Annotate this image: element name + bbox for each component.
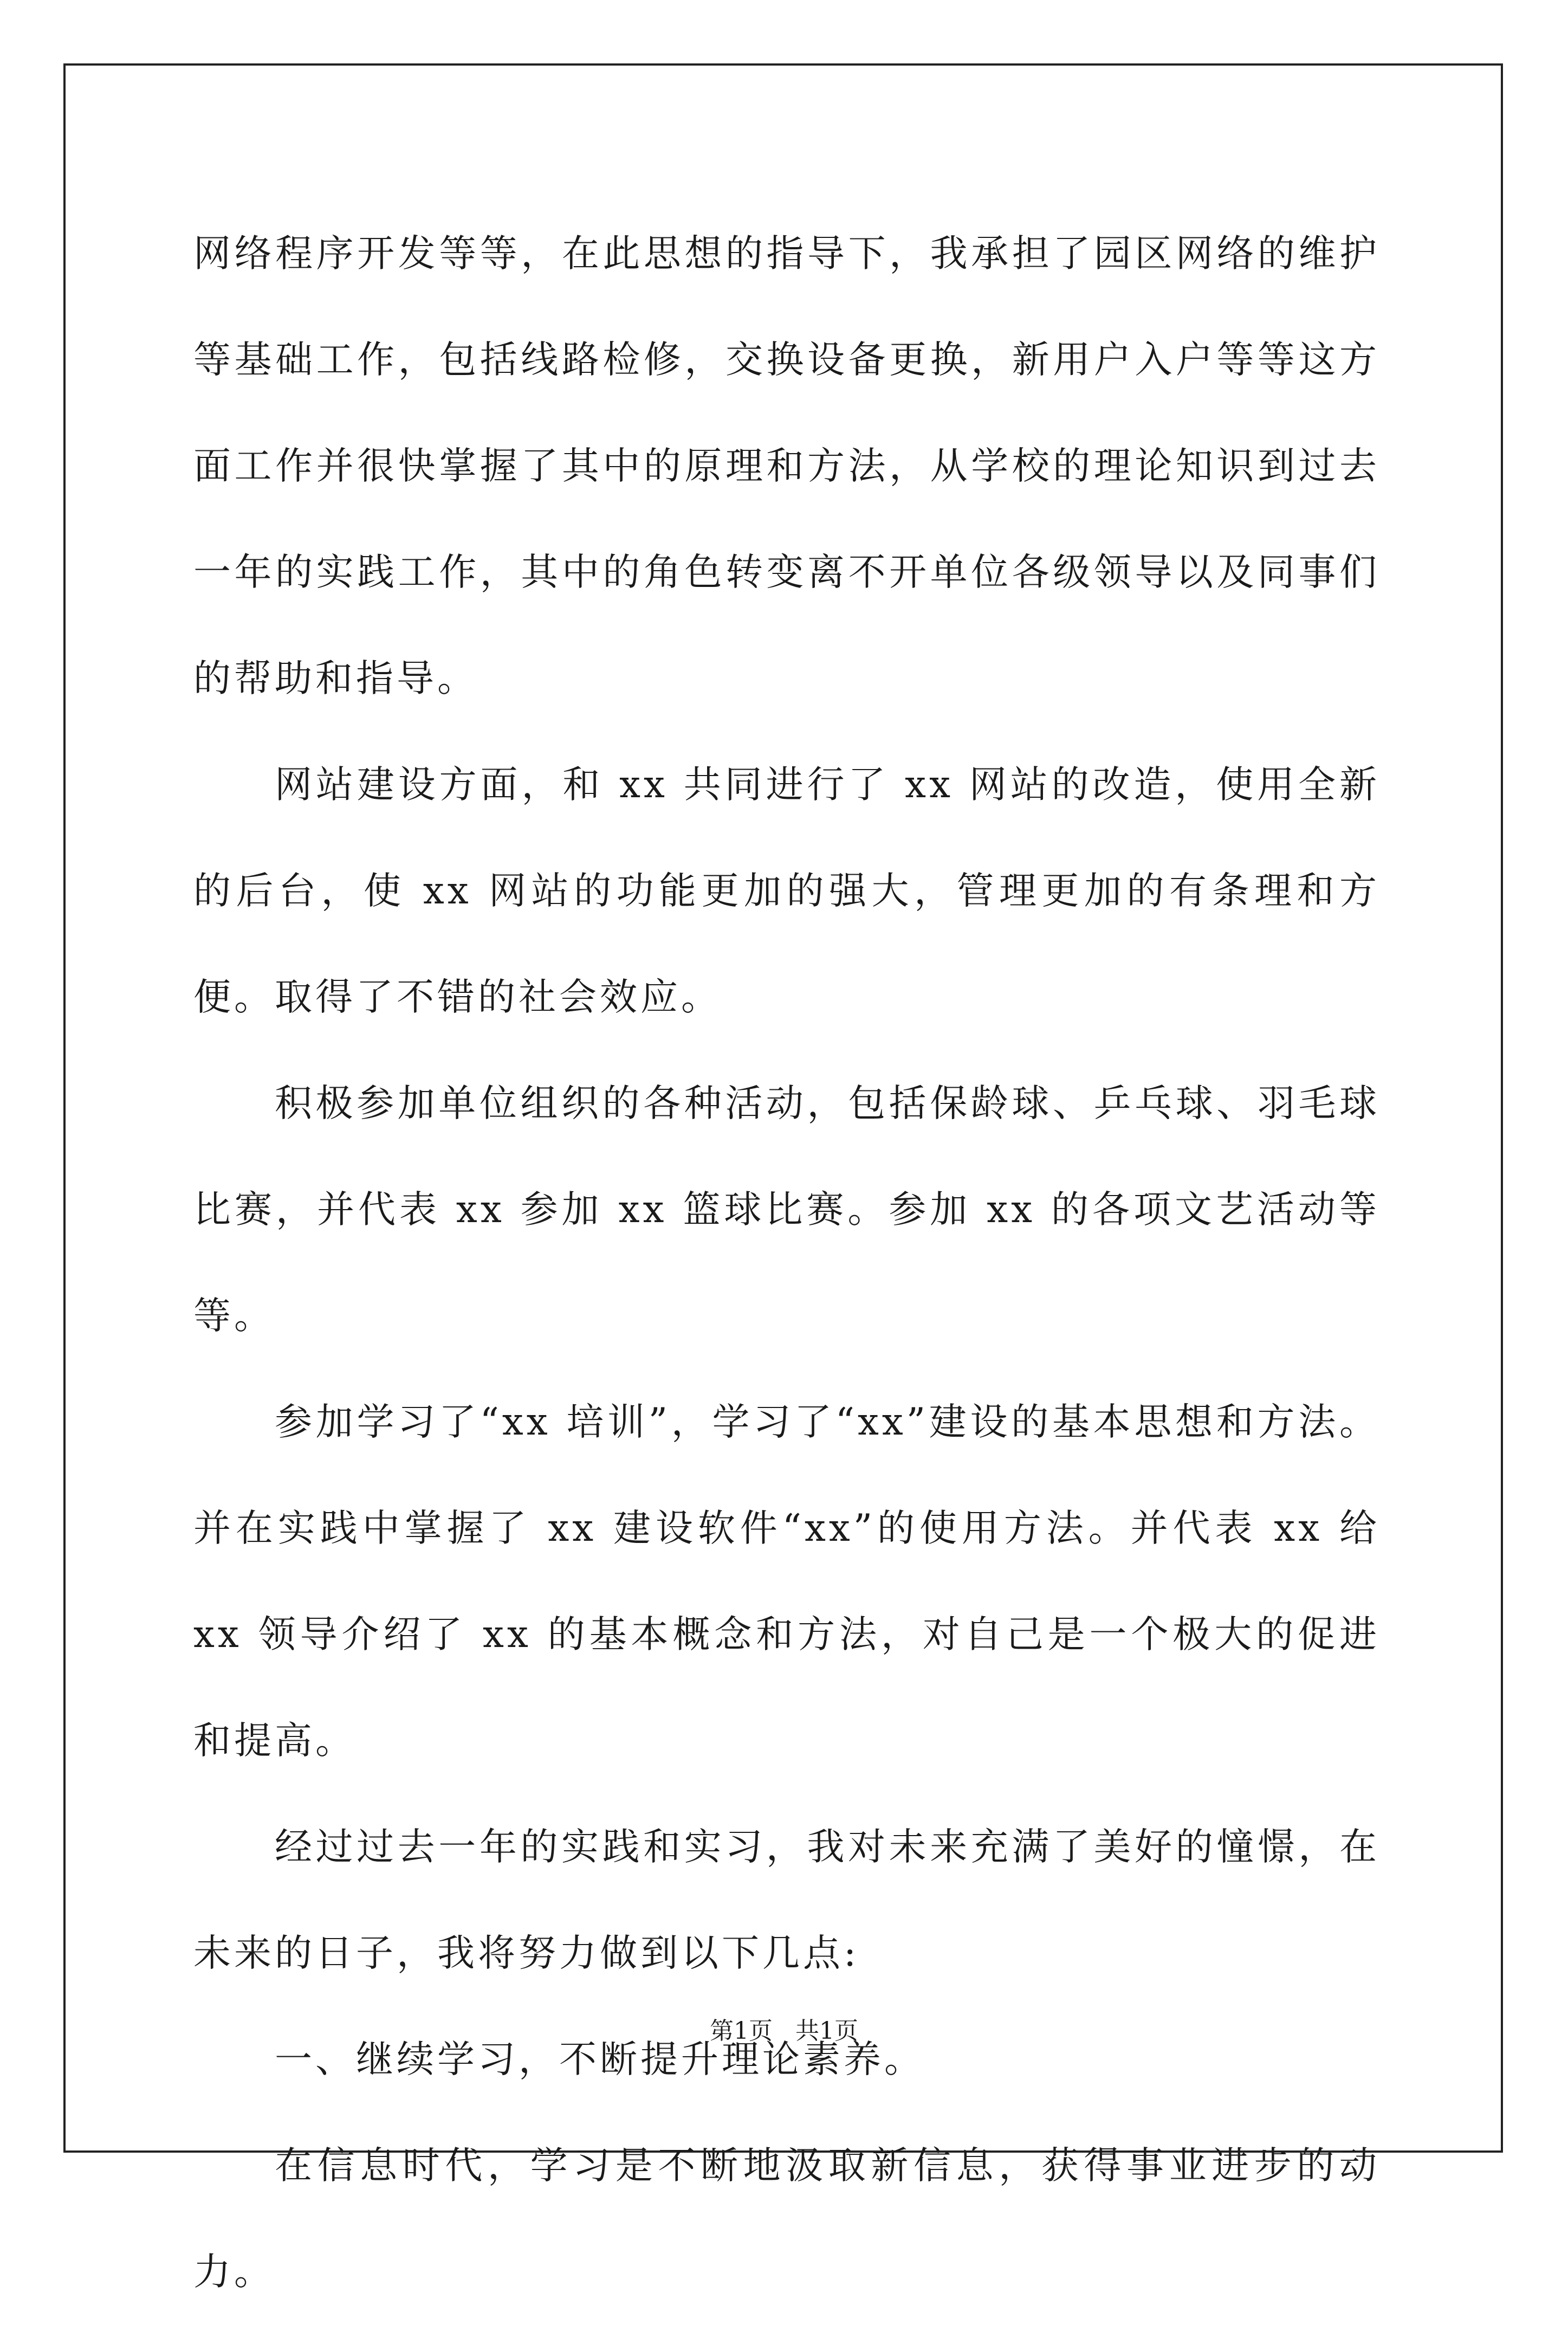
paragraph-4: 参加学习了“xx 培训”，学习了“xx”建设的基本思想和方法。并在实践中掌握了 xx 建设软件“xx”的使用方法。并代表 xx 给 xx 领导介绍了 xx 的基本概念和方法，对自己是一个极大的促进和提高。 bbox=[193, 1400, 1395, 1762]
page-footer: 第1页 共1页 bbox=[710, 2017, 858, 2045]
paragraph-3: 积极参加单位组织的各种活动，包括保龄球、乒乓球、羽毛球比赛，并代表 xx 参加 xx 篮球比赛。参加 xx 的各项文艺活动等等。 bbox=[193, 1082, 1380, 1338]
paragraph-2: 网站建设方面，和 xx 共同进行了 xx 网站的改造，使用全新的后台，使 xx 网站的功能更加的强大，管理更加的有条理和方便。取得了不错的社会效应。 bbox=[193, 763, 1380, 1019]
paragraph-6: 一、继续学习，不断提升理论素养。 bbox=[275, 2038, 925, 2081]
paragraph-7: 在信息时代，学习是不断地汲取新信息，获得事业进步的动力。 bbox=[193, 2144, 1380, 2294]
paragraph-5: 经过过去一年的实践和实习，我对未来充满了美好的憧憬，在未来的日子，我将努力做到以下几点: bbox=[193, 1825, 1380, 1975]
paragraph-1: 网络程序开发等等，在此思想的指导下，我承担了园区网络的维护等基础工作，包括线路检修，交换设备更换，新用户入户等等这方面工作并很快掌握了其中的原理和方法，从学校的理论知识到过去一年的实践工作，其中的角色转变离不开单位各级领导以及同事们的帮助和指导。 bbox=[193, 232, 1380, 700]
document-body bbox=[193, 201, 1395, 2325]
